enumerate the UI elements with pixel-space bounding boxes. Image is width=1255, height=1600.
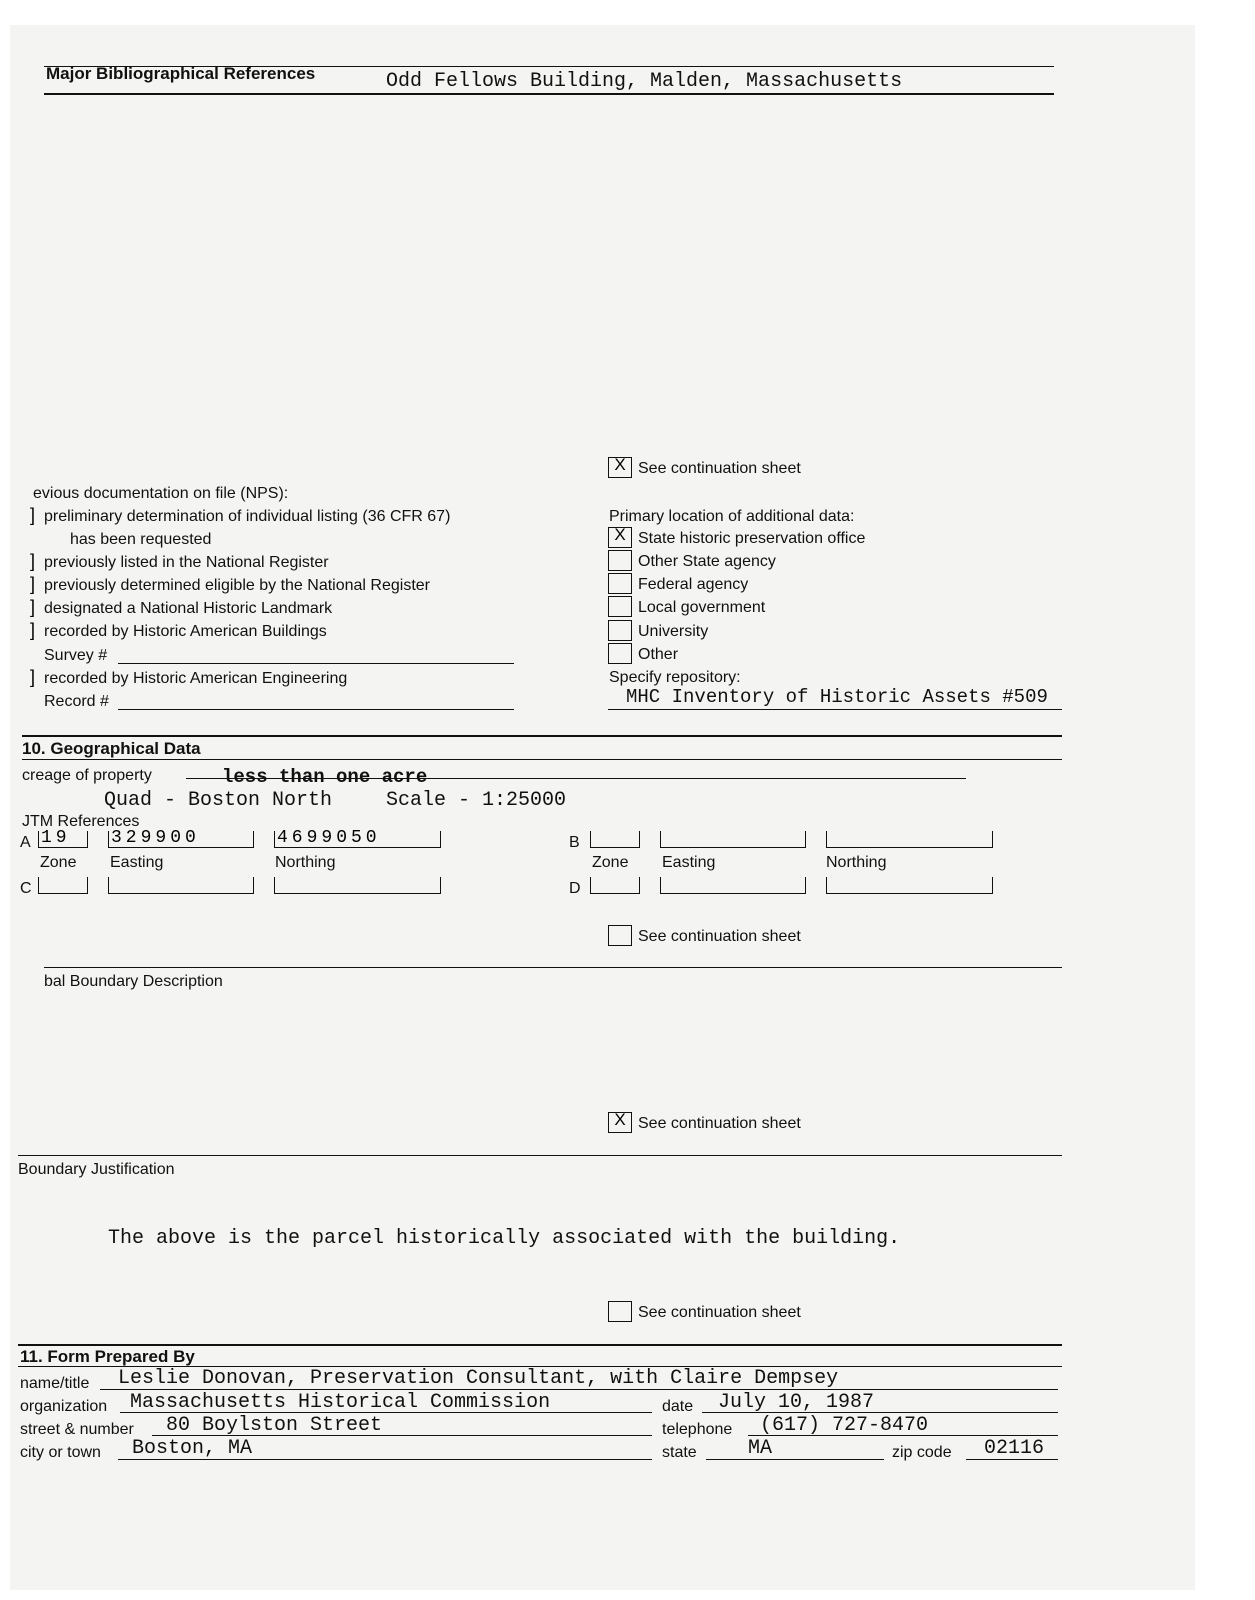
bib-property-name: Odd Fellows Building, Malden, Massachusetts (386, 70, 903, 93)
boundary-continuation-checkbox[interactable]: X (608, 1112, 632, 1133)
utm-a-northing-box[interactable]: 4699050 (274, 831, 441, 848)
utm-d-letter: D (569, 880, 581, 897)
loc-label: University (638, 623, 709, 640)
geo-continuation-label: See continuation sheet (638, 928, 801, 945)
geo-rule-top (22, 735, 1062, 737)
loc-checkbox-local[interactable] (608, 596, 632, 617)
acreage-label: creage of property (22, 767, 152, 784)
prev-doc-item: recorded by Historic American Buildings (44, 623, 327, 640)
loc-checkbox-other[interactable] (608, 643, 632, 664)
easting-label: Easting (110, 854, 164, 871)
scale-text: Scale - 1:25000 (386, 789, 567, 812)
utm-d-easting-box[interactable] (660, 877, 806, 894)
form-heading: 11. Form Prepared By (20, 1347, 195, 1366)
loc-checkbox-university[interactable] (608, 620, 632, 641)
boundary-continuation-label: See continuation sheet (638, 1115, 801, 1132)
prev-doc-heading: evious documentation on file (NPS): (33, 485, 289, 502)
prev-doc-item: has been requested (70, 531, 212, 548)
telephone-value: (617) 727-8470 (760, 1414, 929, 1437)
justification-continuation-checkbox[interactable] (608, 1301, 632, 1322)
utm-c-zone-box[interactable] (38, 877, 88, 894)
boundary-rule (44, 967, 1062, 968)
city-label: city or town (20, 1444, 101, 1461)
loc-label: Federal agency (638, 576, 749, 593)
repository-value: MHC Inventory of Historic Assets #509 (626, 686, 1048, 708)
bib-rule (44, 93, 1054, 95)
prev-doc-item: previously determined eligible by the National Register (44, 577, 430, 594)
name-title-value: Leslie Donovan, Preservation Consultant, with Claire Dempsey (118, 1367, 839, 1390)
street-label: street & number (20, 1421, 134, 1438)
loc-checkbox-shpo[interactable]: X (608, 527, 632, 548)
utm-a-letter: A (20, 834, 31, 851)
repository-field[interactable] (608, 709, 1062, 710)
date-value: July 10, 1987 (718, 1391, 875, 1414)
utm-d-northing-box[interactable] (826, 877, 993, 894)
name-title-field[interactable] (100, 1389, 1058, 1390)
boundary-description-label: bal Boundary Description (44, 973, 223, 990)
utm-a-easting-box[interactable]: 329900 (108, 831, 254, 848)
loc-label: Local government (638, 599, 766, 616)
acreage-value: less than one acre (222, 766, 428, 788)
justification-rule (18, 1155, 1062, 1156)
prev-doc-item: recorded by Historic American Engineering (44, 670, 348, 687)
boundary-justification-text: The above is the parcel historically associated with the building. (108, 1227, 901, 1250)
organization-field[interactable] (120, 1412, 652, 1413)
state-label: state (662, 1444, 697, 1461)
loc-label: State historic preservation office (638, 530, 866, 547)
form-rule-top (18, 1344, 1062, 1346)
loc-checkbox-state-agency[interactable] (608, 550, 632, 571)
telephone-label: telephone (662, 1421, 733, 1438)
date-label: date (662, 1398, 694, 1415)
utm-b-northing-box[interactable] (826, 831, 993, 848)
prev-doc-item: designated a National Historic Landmark (44, 600, 333, 617)
survey-label: Survey # (44, 647, 108, 664)
bib-continuation-checkbox[interactable]: X (608, 457, 632, 478)
geo-continuation-checkbox[interactable] (608, 925, 632, 946)
utm-b-zone-box[interactable] (590, 831, 640, 848)
boundary-justification-label: Boundary Justification (18, 1161, 175, 1178)
geo-heading: 10. Geographical Data (22, 739, 201, 758)
prev-doc-bracket[interactable]: ] (30, 667, 36, 687)
geo-rule (22, 759, 1062, 760)
zone-label: Zone (40, 854, 77, 871)
northing-label: Northing (826, 854, 887, 871)
bib-heading: Major Bibliographical References (46, 64, 316, 83)
city-field[interactable] (118, 1459, 652, 1460)
utm-c-letter: C (20, 880, 32, 897)
utm-label: JTM References (22, 813, 140, 830)
zip-label: zip code (892, 1444, 952, 1461)
bib-continuation-label: See continuation sheet (638, 460, 801, 477)
zip-field[interactable] (966, 1459, 1058, 1460)
loc-label: Other State agency (638, 553, 776, 570)
loc-label: Other (638, 646, 679, 663)
justification-continuation-label: See continuation sheet (638, 1304, 801, 1321)
quad-text: Quad - Boston North (104, 789, 333, 812)
date-field[interactable] (702, 1412, 1058, 1413)
zip-value: 02116 (984, 1437, 1045, 1460)
street-field[interactable] (152, 1435, 652, 1436)
utm-b-easting-box[interactable] (660, 831, 806, 848)
street-value: 80 Boylston Street (166, 1414, 383, 1437)
utm-c-easting-box[interactable] (108, 877, 254, 894)
prev-doc-bracket[interactable]: ] (30, 597, 36, 617)
record-label: Record # (44, 693, 109, 710)
specify-repository-label: Specify repository: (609, 669, 741, 686)
survey-field[interactable] (118, 663, 514, 664)
primary-location-heading: Primary location of additional data: (609, 508, 855, 525)
prev-doc-bracket[interactable]: ] (30, 620, 36, 640)
zone-label: Zone (592, 854, 629, 871)
telephone-field[interactable] (748, 1435, 1058, 1436)
state-field[interactable] (706, 1459, 884, 1460)
organization-label: organization (20, 1398, 108, 1415)
organization-value: Massachusetts Historical Commission (130, 1391, 551, 1414)
acreage-field[interactable] (186, 778, 966, 779)
name-title-label: name/title (20, 1375, 90, 1392)
utm-d-zone-box[interactable] (590, 877, 640, 894)
northing-label: Northing (275, 854, 336, 871)
utm-a-zone-box[interactable]: 19 (38, 831, 88, 848)
prev-doc-bracket[interactable]: ] (30, 574, 36, 594)
loc-checkbox-federal[interactable] (608, 573, 632, 594)
prev-doc-bracket[interactable]: ] (30, 551, 36, 571)
record-field[interactable] (118, 709, 514, 710)
prev-doc-item: previously listed in the National Register (44, 554, 329, 571)
prev-doc-bracket[interactable]: ] (30, 505, 36, 525)
city-value: Boston, MA (132, 1437, 253, 1460)
easting-label: Easting (662, 854, 716, 871)
utm-c-northing-box[interactable] (274, 877, 441, 894)
state-value: MA (748, 1437, 773, 1460)
utm-b-letter: B (569, 834, 580, 851)
prev-doc-item: preliminary determination of individual listing (36 CFR 67) (44, 508, 451, 525)
